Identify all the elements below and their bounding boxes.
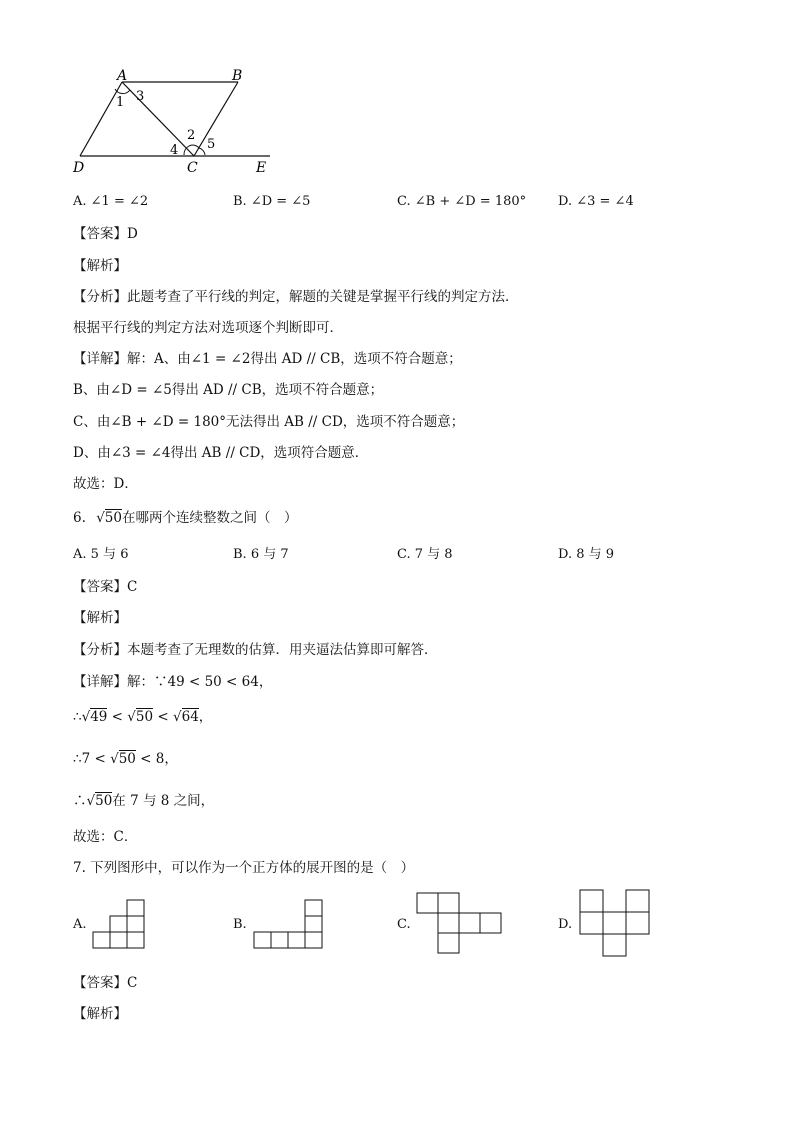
q6-step-3: ∴7 < √50 < 8， — [73, 751, 178, 767]
sqrt-64: √64 — [173, 709, 199, 725]
q7-net-b — [253, 898, 325, 950]
sqrt-sign-icon: √ — [96, 510, 105, 526]
detail-text: 解：A、由∠1 = ∠2得出 AD // CB，选项不符合题意； — [127, 351, 462, 367]
q5-fenxi-2: 根据平行线的判定方法对选项逐个判断即可． — [73, 320, 343, 336]
q6-conclusion: 故选：C． — [73, 829, 138, 845]
q7-option-d-label: D. — [558, 917, 573, 932]
sqrt-49: √49 — [81, 709, 108, 725]
q6-number: 6. — [73, 510, 86, 526]
sqrt-sign-icon: √ — [173, 709, 182, 725]
answer-value: C — [127, 975, 138, 991]
sqrt-sign-icon: √ — [81, 709, 91, 725]
q5-detail-1 — [73, 350, 462, 368]
fenxi-text: 此题考查了平行线的判定，解题的关键是掌握平行线的判定方法． — [127, 289, 519, 305]
sqrt-50: √50 — [110, 751, 136, 767]
detail-tag: 【详解】 — [73, 351, 127, 367]
label-e: E — [256, 160, 267, 176]
sqrt-50: √50 — [127, 709, 154, 725]
q6-step-2: ∴√49 < √50 < √64， — [73, 709, 213, 725]
sqrt-50: √50 — [86, 793, 113, 809]
q7-option-b-label: B. — [233, 917, 247, 932]
q6-stem — [73, 509, 297, 527]
q5-detail-2: B、由∠D = ∠5得出 AD // CB，选项不符合题意； — [73, 382, 384, 398]
q6-option-b: B. 6 与 7 — [233, 547, 289, 562]
angle-5-label: 5 — [207, 137, 216, 152]
q6-option-d: D. 8 与 9 — [558, 547, 615, 562]
detail-text: 解：∵49 < 50 < 64， — [127, 674, 273, 690]
fenxi-tag: 【分析】 — [73, 289, 127, 305]
q6-answer — [73, 578, 137, 596]
fenxi-text: 本题考查了无理数的估算．用夹逼法估算即可解答． — [127, 642, 438, 658]
q5-option-a: A. ∠1 = ∠2 — [73, 194, 149, 209]
answer-tag: 【答案】 — [73, 579, 127, 595]
q6-option-a: A. 5 与 6 — [73, 547, 129, 562]
q7-stem: 7. 下列图形中，可以作为一个正方体的展开图的是（ ） — [73, 860, 415, 876]
sqrt-sign-icon: √ — [110, 751, 119, 767]
q7-net-d — [579, 888, 653, 960]
detail-tag: 【详解】 — [73, 674, 127, 690]
q5-analysis-tag: 【解析】 — [73, 258, 127, 274]
answer-value: C — [127, 579, 138, 595]
fenxi-tag: 【分析】 — [73, 642, 127, 658]
q6-fenxi — [73, 641, 438, 659]
q5-option-c: C. ∠B + ∠D = 180° — [397, 194, 527, 209]
q6-option-c: C. 7 与 8 — [397, 547, 453, 562]
q6-analysis-tag: 【解析】 — [73, 610, 127, 626]
sqrt-sign-icon: √ — [86, 793, 96, 809]
q7-net-a — [92, 898, 147, 950]
sqrt-50: √50 — [96, 510, 122, 526]
q5-option-b: B. ∠D = ∠5 — [233, 194, 311, 209]
q7-answer — [73, 974, 137, 992]
answer-tag: 【答案】 — [73, 975, 127, 991]
q7-option-a-label: A. — [73, 917, 87, 932]
angle-3-label: 3 — [136, 89, 145, 104]
label-d: D — [73, 160, 85, 176]
q5-conclusion: 故选：D． — [73, 476, 138, 492]
q7-analysis-tag: 【解析】 — [73, 1006, 127, 1022]
angle-1-label: 1 — [116, 95, 125, 110]
q7-net-c — [416, 892, 504, 958]
q5-detail-3: C、由∠B + ∠D = 180°无法得出 AB // CD，选项不符合题意； — [73, 414, 465, 430]
answer-tag: 【答案】 — [73, 226, 127, 242]
parallelogram-figure — [68, 62, 278, 180]
angle-4-label: 4 — [170, 143, 179, 158]
answer-value: D — [127, 226, 138, 242]
q5-answer — [73, 225, 138, 243]
sqrt-sign-icon: √ — [127, 709, 136, 725]
q5-option-d: D. ∠3 = ∠4 — [558, 194, 634, 209]
q6-detail-1 — [73, 673, 272, 691]
angle-2-label: 2 — [187, 128, 196, 143]
q5-fenxi — [73, 288, 519, 306]
q6-step-4: ∴√50在 7 与 8 之间， — [73, 793, 215, 809]
label-a: A — [117, 68, 128, 84]
q5-detail-4: D、由∠3 = ∠4得出 AB // CD，选项符合题意． — [73, 445, 369, 461]
q6-stem-text: 在哪两个连续整数之间（ ） — [121, 510, 298, 526]
label-b: B — [232, 68, 243, 84]
label-c: C — [187, 160, 198, 176]
q7-option-c-label: C. — [397, 917, 411, 932]
